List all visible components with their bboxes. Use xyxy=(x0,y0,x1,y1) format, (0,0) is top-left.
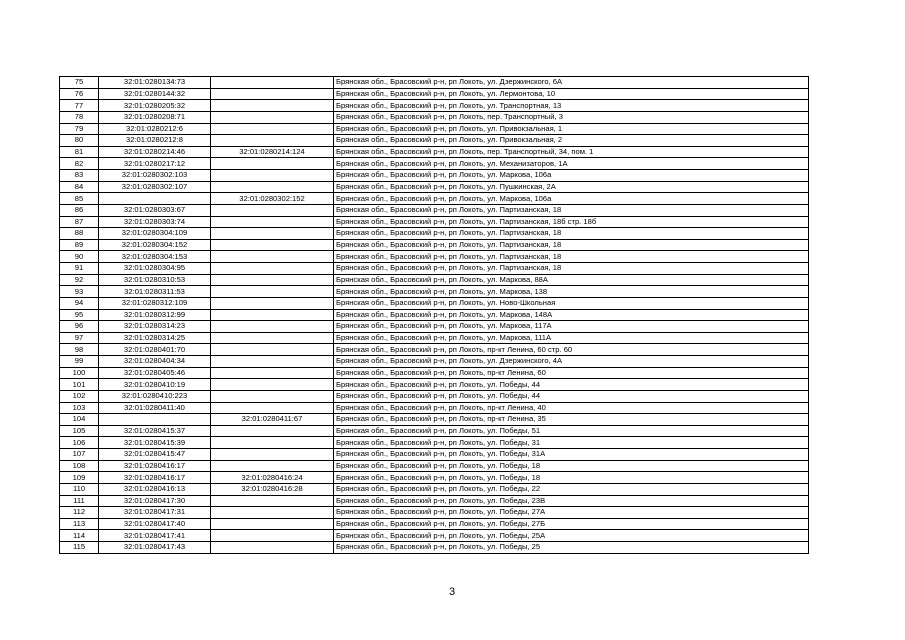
table-row xyxy=(60,437,809,449)
cadastral-number-cell: 32:01:0280214:46 xyxy=(99,146,211,158)
row-number-cell: 110 xyxy=(60,483,99,495)
cadastral-number-cell: 32:01:0280304:153 xyxy=(99,251,211,263)
related-cadastral-number-cell xyxy=(211,88,334,100)
row-number-cell: 79 xyxy=(60,123,99,135)
table-row xyxy=(60,379,809,391)
cadastral-number-cell xyxy=(99,193,211,205)
related-cadastral-number-cell xyxy=(211,507,334,519)
row-number-cell: 113 xyxy=(60,518,99,530)
row-number-cell: 109 xyxy=(60,472,99,484)
cadastral-number-cell: 32:01:0280302:107 xyxy=(99,181,211,193)
address-cell: Брянская обл., Брасовский р-н, рп Локоть, ул. Победы, 44 xyxy=(334,379,809,391)
cadastral-number-cell: 32:01:0280417:30 xyxy=(99,495,211,507)
address-cell: Брянская обл., Брасовский р-н, рп Локоть, ул. Механизаторов, 1А xyxy=(334,158,809,170)
address-cell: Брянская обл., Брасовский р-н, рп Локоть, ул. Партизанская, 18 xyxy=(334,251,809,263)
address-cell: Брянская обл., Брасовский р-н, рп Локоть, ул. Привокзальная, 1 xyxy=(334,123,809,135)
related-cadastral-number-cell xyxy=(211,251,334,263)
address-cell: Брянская обл., Брасовский р-н, рп Локоть, ул. Дзержинского, 6А xyxy=(334,77,809,89)
related-cadastral-number-cell xyxy=(211,274,334,286)
related-cadastral-number-cell xyxy=(211,379,334,391)
table-row xyxy=(60,518,809,530)
row-number-cell: 80 xyxy=(60,135,99,147)
related-cadastral-number-cell xyxy=(211,449,334,461)
address-cell: Брянская обл., Брасовский р-н, рп Локоть, ул. Победы, 18 xyxy=(334,460,809,472)
table-row xyxy=(60,309,809,321)
address-cell: Брянская обл., Брасовский р-н, рп Локоть, пр-кт Ленина, 60 стр. 60 xyxy=(334,344,809,356)
table-row xyxy=(60,193,809,205)
row-number-cell: 76 xyxy=(60,88,99,100)
page-number: 3 xyxy=(448,586,456,598)
cadastral-number-cell: 32:01:0280314:25 xyxy=(99,332,211,344)
cadastral-number-cell: 32:01:0280304:152 xyxy=(99,239,211,251)
address-cell: Брянская обл., Брасовский р-н, рп Локоть, ул. Партизанская, 18б стр. 18б xyxy=(334,216,809,228)
row-number-cell: 114 xyxy=(60,530,99,542)
address-cell: Брянская обл., Брасовский р-н, рп Локоть, ул. Маркова, 111А xyxy=(334,332,809,344)
address-cell: Брянская обл., Брасовский р-н, рп Локоть, ул. Пушкинская, 2А xyxy=(334,181,809,193)
address-cell: Брянская обл., Брасовский р-н, рп Локоть, пер. Транспортный, 3 xyxy=(334,111,809,123)
table-row xyxy=(60,344,809,356)
row-number-cell: 78 xyxy=(60,111,99,123)
row-number-cell: 97 xyxy=(60,332,99,344)
row-number-cell: 90 xyxy=(60,251,99,263)
address-cell: Брянская обл., Брасовский р-н, рп Локоть, ул. Победы, 18 xyxy=(334,472,809,484)
table-row xyxy=(60,170,809,182)
address-cell: Брянская обл., Брасовский р-н, рп Локоть, пр-кт Ленина, 40 xyxy=(334,402,809,414)
cadastral-number-cell: 32:01:0280410:19 xyxy=(99,379,211,391)
table-row xyxy=(60,204,809,216)
table-row xyxy=(60,321,809,333)
table-row xyxy=(60,414,809,426)
table-row xyxy=(60,449,809,461)
cadastral-number-cell: 32:01:0280416:13 xyxy=(99,483,211,495)
related-cadastral-number-cell: 32:01:0280416:24 xyxy=(211,472,334,484)
row-number-cell: 88 xyxy=(60,228,99,240)
related-cadastral-number-cell xyxy=(211,390,334,402)
address-cell: Брянская обл., Брасовский р-н, рп Локоть, ул. Дзержинского, 4А xyxy=(334,356,809,368)
related-cadastral-number-cell xyxy=(211,239,334,251)
cadastral-number-cell: 32:01:0280405:46 xyxy=(99,367,211,379)
row-number-cell: 100 xyxy=(60,367,99,379)
related-cadastral-number-cell xyxy=(211,286,334,298)
related-cadastral-number-cell xyxy=(211,263,334,275)
cadastral-number-cell: 32:01:0280410:223 xyxy=(99,390,211,402)
address-cell: Брянская обл., Брасовский р-н, рп Локоть, ул. Маркова, 148А xyxy=(334,309,809,321)
related-cadastral-number-cell xyxy=(211,111,334,123)
cadastral-number-cell: 32:01:0280302:103 xyxy=(99,170,211,182)
row-number-cell: 91 xyxy=(60,263,99,275)
address-cell: Брянская обл., Брасовский р-н, рп Локоть, ул. Маркова, 117А xyxy=(334,321,809,333)
row-number-cell: 84 xyxy=(60,181,99,193)
address-cell: Брянская обл., Брасовский р-н, рп Локоть, пер. Транспортный, 34, пом. 1 xyxy=(334,146,809,158)
cadastral-number-cell: 32:01:0280212:8 xyxy=(99,135,211,147)
related-cadastral-number-cell xyxy=(211,77,334,89)
table-row xyxy=(60,251,809,263)
related-cadastral-number-cell xyxy=(211,460,334,472)
cadastral-number-cell: 32:01:0280417:41 xyxy=(99,530,211,542)
table-row xyxy=(60,88,809,100)
related-cadastral-number-cell xyxy=(211,135,334,147)
row-number-cell: 112 xyxy=(60,507,99,519)
cadastral-number-cell: 32:01:0280310:53 xyxy=(99,274,211,286)
related-cadastral-number-cell xyxy=(211,123,334,135)
related-cadastral-number-cell xyxy=(211,437,334,449)
cadastral-number-cell: 32:01:0280212:6 xyxy=(99,123,211,135)
cadastral-number-cell: 32:01:0280415:37 xyxy=(99,425,211,437)
address-cell: Брянская обл., Брасовский р-н, рп Локоть, ул. Маркова, 88А xyxy=(334,274,809,286)
table-row xyxy=(60,460,809,472)
row-number-cell: 77 xyxy=(60,100,99,112)
related-cadastral-number-cell xyxy=(211,425,334,437)
cadastral-number-cell: 32:01:0280416:17 xyxy=(99,472,211,484)
address-cell: Брянская обл., Брасовский р-н, рп Локоть, ул. Маркова, 138 xyxy=(334,286,809,298)
row-number-cell: 103 xyxy=(60,402,99,414)
cadastral-number-cell: 32:01:0280144:32 xyxy=(99,88,211,100)
table-row xyxy=(60,111,809,123)
row-number-cell: 104 xyxy=(60,414,99,426)
row-number-cell: 94 xyxy=(60,297,99,309)
related-cadastral-number-cell: 32:01:0280416:28 xyxy=(211,483,334,495)
table-row xyxy=(60,507,809,519)
address-cell: Брянская обл., Брасовский р-н, рп Локоть, ул. Победы, 31 xyxy=(334,437,809,449)
table-row xyxy=(60,216,809,228)
table-row xyxy=(60,181,809,193)
cadastral-number-cell: 32:01:0280311:53 xyxy=(99,286,211,298)
document-sheet xyxy=(59,76,806,554)
table-row xyxy=(60,530,809,542)
address-cell: Брянская обл., Брасовский р-н, рп Локоть, ул. Маркова, 106а xyxy=(334,170,809,182)
row-number-cell: 115 xyxy=(60,542,99,554)
row-number-cell: 96 xyxy=(60,321,99,333)
related-cadastral-number-cell: 32:01:0280302:152 xyxy=(211,193,334,205)
row-number-cell: 102 xyxy=(60,390,99,402)
row-number-cell: 86 xyxy=(60,204,99,216)
cadastral-number-cell: 32:01:0280304:95 xyxy=(99,263,211,275)
cadastral-number-cell xyxy=(99,414,211,426)
address-cell: Брянская обл., Брасовский р-н, рп Локоть, ул. Победы, 31А xyxy=(334,449,809,461)
cadastral-number-cell: 32:01:0280404:34 xyxy=(99,356,211,368)
cadastral-number-cell: 32:01:0280217:12 xyxy=(99,158,211,170)
cadastral-number-cell: 32:01:0280208:71 xyxy=(99,111,211,123)
row-number-cell: 75 xyxy=(60,77,99,89)
row-number-cell: 93 xyxy=(60,286,99,298)
address-cell: Брянская обл., Брасовский р-н, рп Локоть, ул. Победы, 25А xyxy=(334,530,809,542)
table-row xyxy=(60,367,809,379)
table-row xyxy=(60,135,809,147)
cadastral-number-cell: 32:01:0280411:40 xyxy=(99,402,211,414)
row-number-cell: 99 xyxy=(60,356,99,368)
cadastral-number-cell: 32:01:0280415:39 xyxy=(99,437,211,449)
address-cell: Брянская обл., Брасовский р-н, рп Локоть, пр-кт Ленина, 35 xyxy=(334,414,809,426)
table-row xyxy=(60,228,809,240)
table-row xyxy=(60,239,809,251)
table-row xyxy=(60,297,809,309)
table-row xyxy=(60,402,809,414)
address-cell: Брянская обл., Брасовский р-н, рп Локоть, ул. Лермонтова, 10 xyxy=(334,88,809,100)
table-row xyxy=(60,77,809,89)
cadastral-number-cell: 32:01:0280134:73 xyxy=(99,77,211,89)
row-number-cell: 83 xyxy=(60,170,99,182)
address-cell: Брянская обл., Брасовский р-н, рп Локоть, ул. Партизанская, 18 xyxy=(334,263,809,275)
table-row xyxy=(60,472,809,484)
row-number-cell: 82 xyxy=(60,158,99,170)
address-cell: Брянская обл., Брасовский р-н, рп Локоть, ул. Победы, 25 xyxy=(334,542,809,554)
row-number-cell: 92 xyxy=(60,274,99,286)
table-row xyxy=(60,100,809,112)
address-cell: Брянская обл., Брасовский р-н, рп Локоть, ул. Транспортная, 13 xyxy=(334,100,809,112)
address-cell: Брянская обл., Брасовский р-н, рп Локоть, ул. Партизанская, 18 xyxy=(334,228,809,240)
row-number-cell: 105 xyxy=(60,425,99,437)
related-cadastral-number-cell xyxy=(211,216,334,228)
table-row xyxy=(60,483,809,495)
related-cadastral-number-cell xyxy=(211,518,334,530)
related-cadastral-number-cell xyxy=(211,158,334,170)
table-row xyxy=(60,356,809,368)
table-row xyxy=(60,286,809,298)
table-row xyxy=(60,263,809,275)
related-cadastral-number-cell: 32:01:0280411:67 xyxy=(211,414,334,426)
row-number-cell: 106 xyxy=(60,437,99,449)
related-cadastral-number-cell xyxy=(211,170,334,182)
address-cell: Брянская обл., Брасовский р-н, рп Локоть, ул. Партизанская, 18 xyxy=(334,239,809,251)
table-row xyxy=(60,123,809,135)
related-cadastral-number-cell xyxy=(211,204,334,216)
related-cadastral-number-cell xyxy=(211,181,334,193)
related-cadastral-number-cell xyxy=(211,309,334,321)
address-cell: Брянская обл., Брасовский р-н, рп Локоть, ул. Маркова, 106а xyxy=(334,193,809,205)
address-cell: Брянская обл., Брасовский р-н, рп Локоть, ул. Победы, 22 xyxy=(334,483,809,495)
property-registry-table xyxy=(59,76,809,554)
cadastral-number-cell: 32:01:0280312:109 xyxy=(99,297,211,309)
address-cell: Брянская обл., Брасовский р-н, рп Локоть, ул. Партизанская, 18 xyxy=(334,204,809,216)
related-cadastral-number-cell xyxy=(211,332,334,344)
row-number-cell: 108 xyxy=(60,460,99,472)
row-number-cell: 111 xyxy=(60,495,99,507)
cadastral-number-cell: 32:01:0280417:43 xyxy=(99,542,211,554)
registry-table-body xyxy=(60,77,809,554)
address-cell: Брянская обл., Брасовский р-н, рп Локоть, ул. Победы, 27Б xyxy=(334,518,809,530)
table-row xyxy=(60,146,809,158)
row-number-cell: 89 xyxy=(60,239,99,251)
related-cadastral-number-cell xyxy=(211,542,334,554)
table-row xyxy=(60,495,809,507)
cadastral-number-cell: 32:01:0280415:47 xyxy=(99,449,211,461)
row-number-cell: 87 xyxy=(60,216,99,228)
related-cadastral-number-cell xyxy=(211,367,334,379)
related-cadastral-number-cell xyxy=(211,530,334,542)
address-cell: Брянская обл., Брасовский р-н, рп Локоть, ул. Победы, 23В xyxy=(334,495,809,507)
address-cell: Брянская обл., Брасовский р-н, рп Локоть, ул. Привокзальная, 2 xyxy=(334,135,809,147)
cadastral-number-cell: 32:01:0280205:32 xyxy=(99,100,211,112)
table-row xyxy=(60,542,809,554)
cadastral-number-cell: 32:01:0280416:17 xyxy=(99,460,211,472)
address-cell: Брянская обл., Брасовский р-н, рп Локоть, ул. Победы, 27А xyxy=(334,507,809,519)
table-row xyxy=(60,332,809,344)
address-cell: Брянская обл., Брасовский р-н, рп Локоть, ул. Ново-Школьная xyxy=(334,297,809,309)
address-cell: Брянская обл., Брасовский р-н, рп Локоть, ул. Победы, 44 xyxy=(334,390,809,402)
row-number-cell: 98 xyxy=(60,344,99,356)
cadastral-number-cell: 32:01:0280417:31 xyxy=(99,507,211,519)
table-row xyxy=(60,390,809,402)
related-cadastral-number-cell xyxy=(211,495,334,507)
related-cadastral-number-cell xyxy=(211,297,334,309)
related-cadastral-number-cell xyxy=(211,228,334,240)
row-number-cell: 101 xyxy=(60,379,99,391)
cadastral-number-cell: 32:01:0280314:23 xyxy=(99,321,211,333)
cadastral-number-cell: 32:01:0280401:70 xyxy=(99,344,211,356)
table-row xyxy=(60,158,809,170)
cadastral-number-cell: 32:01:0280303:74 xyxy=(99,216,211,228)
cadastral-number-cell: 32:01:0280417:40 xyxy=(99,518,211,530)
table-row xyxy=(60,274,809,286)
related-cadastral-number-cell xyxy=(211,344,334,356)
row-number-cell: 81 xyxy=(60,146,99,158)
row-number-cell: 85 xyxy=(60,193,99,205)
related-cadastral-number-cell xyxy=(211,356,334,368)
address-cell: Брянская обл., Брасовский р-н, рп Локоть, ул. Победы, 51 xyxy=(334,425,809,437)
related-cadastral-number-cell xyxy=(211,100,334,112)
cadastral-number-cell: 32:01:0280304:109 xyxy=(99,228,211,240)
row-number-cell: 107 xyxy=(60,449,99,461)
cadastral-number-cell: 32:01:0280312:99 xyxy=(99,309,211,321)
related-cadastral-number-cell xyxy=(211,402,334,414)
table-row xyxy=(60,425,809,437)
row-number-cell: 95 xyxy=(60,309,99,321)
cadastral-number-cell: 32:01:0280303:67 xyxy=(99,204,211,216)
address-cell: Брянская обл., Брасовский р-н, рп Локоть, пр-кт Ленина, 60 xyxy=(334,367,809,379)
related-cadastral-number-cell: 32:01:0280214:124 xyxy=(211,146,334,158)
related-cadastral-number-cell xyxy=(211,321,334,333)
